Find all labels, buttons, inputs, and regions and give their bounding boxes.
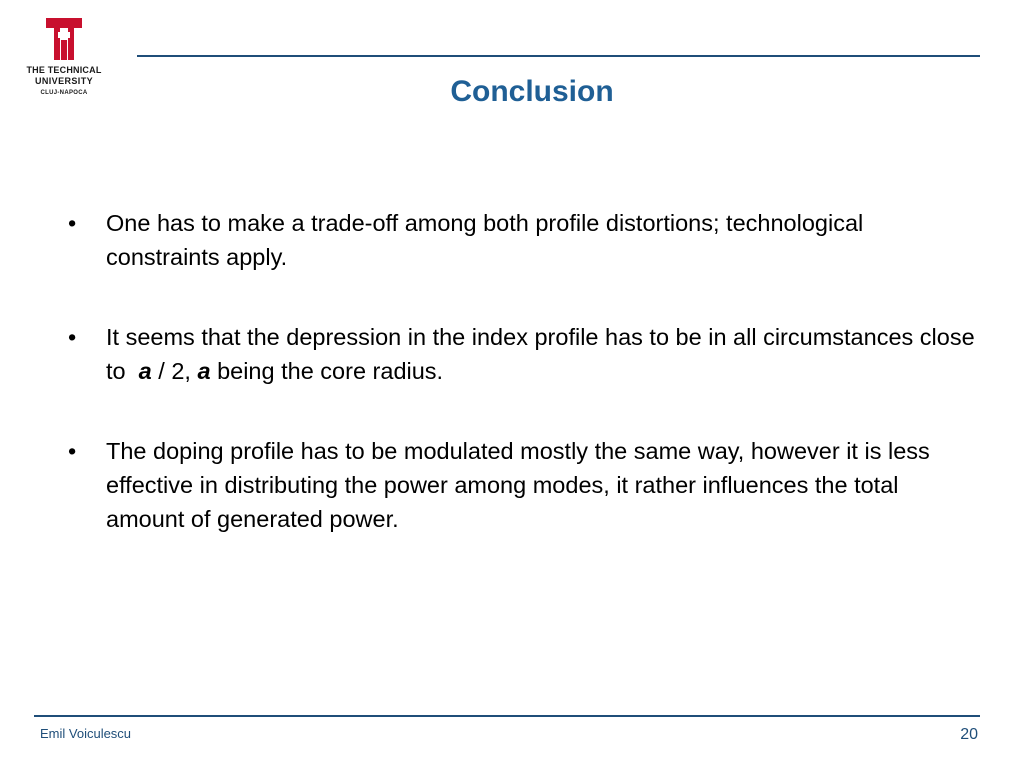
bullet-marker: •: [68, 438, 77, 464]
university-emblem-icon: [44, 16, 84, 62]
variable-a: a: [197, 358, 211, 384]
footer-author: Emil Voiculescu: [40, 726, 132, 741]
bullet-item: [62, 320, 982, 388]
bullet-list: [62, 206, 982, 582]
university-logo: [14, 12, 114, 100]
bullet-text-before: It seems that the depression in the index profile has to be in all circumstances close to: [106, 324, 982, 384]
logo-text-line-3: CLUJ-NAPOCA: [40, 90, 88, 96]
bullet-text: One has to make a trade-off among both profile distortions; technological constraints apply.: [106, 210, 864, 270]
bullet-text-mid: / 2,: [151, 358, 198, 384]
page-number: 20: [960, 726, 978, 743]
bullet-item: [62, 206, 982, 274]
bullet-text: The doping profile has to be modulated mostly the same way, however it is less effective in distributing the power among modes, it rather influences the total amount of generated power.: [106, 438, 930, 532]
slide-title: Conclusion: [450, 75, 614, 108]
footer-divider: [34, 715, 980, 717]
logo-text-line-1: THE TECHNICAL: [26, 65, 102, 75]
variable-a: a: [138, 358, 152, 384]
logo-text-line-2: UNIVERSITY: [34, 76, 93, 86]
bullet-marker: •: [68, 210, 77, 236]
bullet-text-after: being the core radius.: [210, 358, 444, 384]
header-divider: [137, 55, 980, 57]
bullet-marker: •: [68, 324, 77, 350]
bullet-item: [62, 434, 982, 536]
